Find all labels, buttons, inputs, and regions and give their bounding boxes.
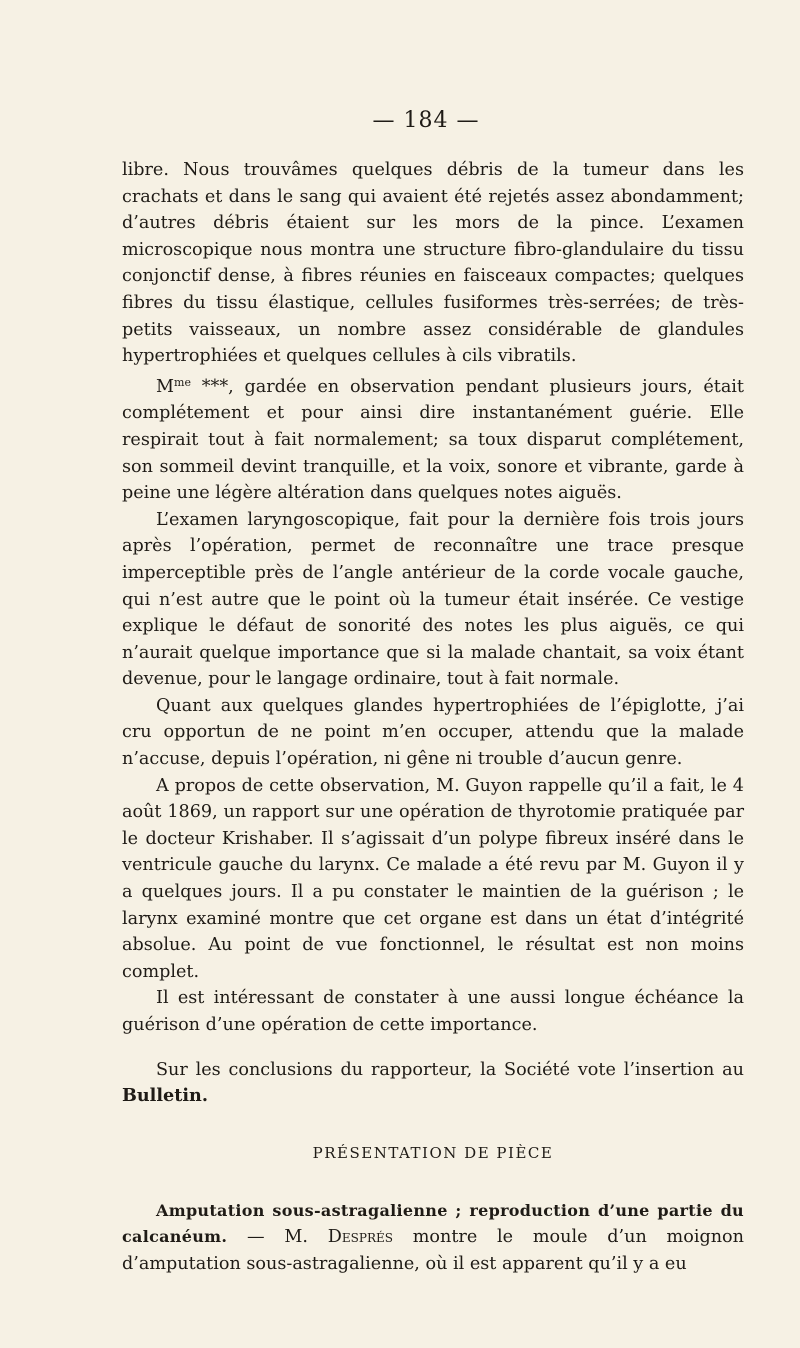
- run-in-heading: Amputation sous-astragalienne ; reproduction d’une partie du calcanéum.: [122, 1200, 744, 1247]
- page-number: — 184 —: [372, 108, 480, 133]
- paragraph-1: libre. Nous trouvâmes quelques débris de la tumeur dans les crachats et dans le sang qui avaient été rejetés assez abondamment; d’autres débris étaient sur les mors de la pince. L’examen microscopique nous montra une structure fibro-glandulaire du tissu conjonctif dense, à fibres réunies en faisceaux compactes; quelques fibres du tissu élastique, cellules fusiformes très-serrées; de très-petits vaisseaux, un nombre assez considérable de glandules hypertrophiées et quelques cellules à cils vibratils.: [122, 160, 744, 367]
- paragraph-6: Il est intéressant de constater à une aussi longue échéance la guérison d’une opération de cette importance.: [122, 988, 744, 1035]
- title-abbrev: M: [156, 376, 175, 397]
- paragraph-4: Quant aux quelques glandes hypertrophiées de l’épiglotte, j’ai cru opportun de ne point m’en occuper, attendu que la malade n’accuse, depuis l’opération, ni gêne ni trouble d’aucun genre.: [122, 695, 744, 770]
- dash: —: [227, 1227, 285, 1248]
- paragraph-5: A propos de cette observation, M. Guyon rappelle qu’il a fait, le 4 août 1869, un rapport sur une opération de thyrotomie pratiquée par le docteur Krishaber. Il s’agissait d’un polype fibreux inséré dans le ventricule gauche du larynx. Ce malade a été revu par M. Guyon il y a quelques jours. Il a pu constater le maintien de la guérison ; le larynx examiné montre que cet organe est dans un état d’intégrité absolue. Au point de vue fonctionnel, le résultat est non moins complet.: [122, 775, 744, 982]
- paragraph-3: L’examen laryngoscopique, fait pour la dernière fois trois jours après l’opération, permet de reconnaître une trace presque imperceptible près de l’angle antérieur de la corde vocale gauche, qui n’est autre que le point où la tumeur était insérée. Ce vestige explique le défaut de sonorité des notes les plus aiguës, ce qui n’aurait quelque importance que si la malade chantait, sa voix étant devenue, pour le langage ordinaire, tout à fait normale.: [122, 509, 744, 690]
- paragraph-2: [122, 370, 744, 507]
- bulletin-title: Bulletin.: [122, 1085, 208, 1107]
- final-paragraph: [122, 1198, 744, 1278]
- final-paragraph-text: montre le moule d’un moignon d’amputation sous-astragalienne, où il est apparent qu’il y a eu: [122, 1227, 744, 1274]
- section-title: PRÉSENTATION DE PIÈCE: [312, 1143, 554, 1162]
- paragraph-2-text: ***, gardée en observation pendant plusieurs jours, était complétement et pour ainsi dire instantanément guérie. Elle respirait tout à fait normalement; sa toux disparut complétement, son sommeil devint tranquille, et la voix, sonore et vibrante, garde à peine une légère altération dans quelques notes aiguës.: [122, 376, 744, 504]
- paragraph-7: [122, 1057, 744, 1110]
- author-name: M. Després: [284, 1227, 393, 1248]
- paragraph-7-text: Sur les conclusions du rapporteur, la Société vote l’insertion au: [156, 1059, 744, 1080]
- title-abbrev-superscript: me: [174, 375, 191, 389]
